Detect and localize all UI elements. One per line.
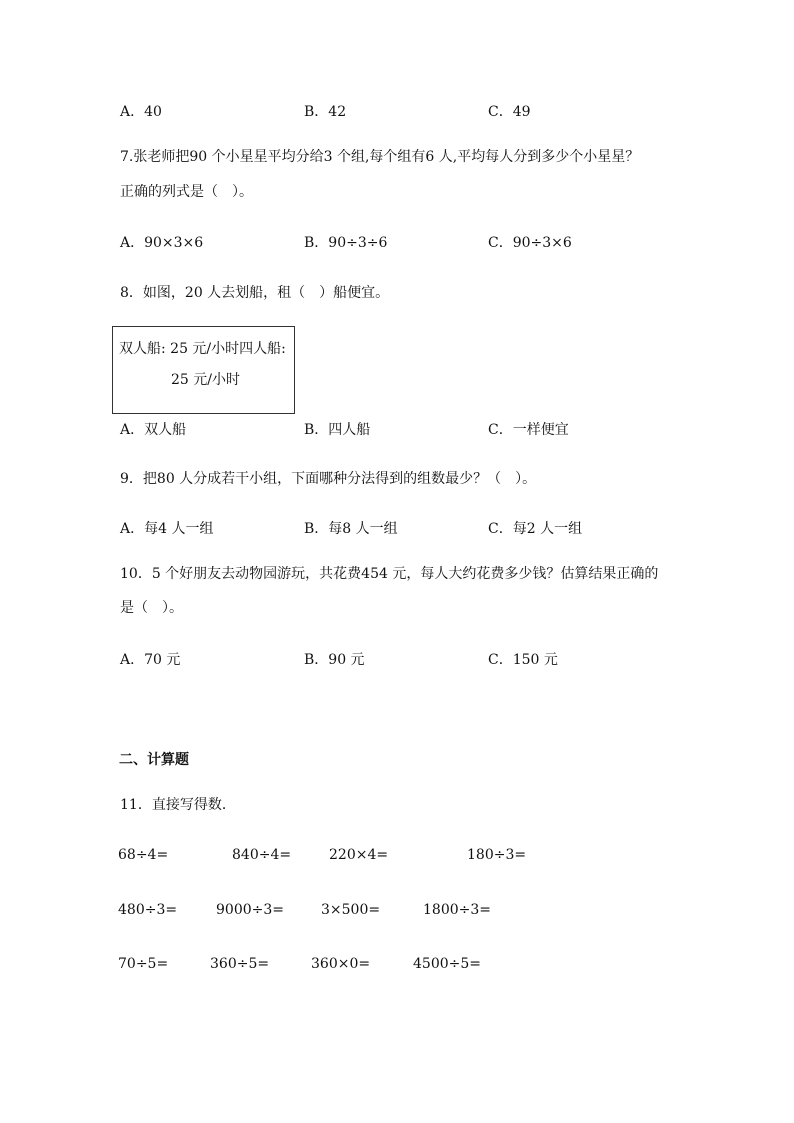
q9-option-c: C．每2 人一组 xyxy=(488,521,583,537)
calc-item: 4500÷5= xyxy=(413,956,481,972)
q11-title: 11．直接写得数． xyxy=(120,797,236,813)
calc-item: 220×4= xyxy=(329,847,389,863)
calc-item: 68÷4= xyxy=(118,847,169,863)
q7-question-line2: 正确的列式是（ ）。 xyxy=(120,184,253,200)
q10-question-line1: 10．5 个好朋友去动物园游玩，共花费454 元，每人大约花费多少钱？估算结果正确的 xyxy=(120,566,659,582)
q7-option-b: B．90÷3÷6 xyxy=(304,235,388,251)
calc-item: 480÷3= xyxy=(118,902,178,918)
calc-item: 9000÷3= xyxy=(216,902,284,918)
q10-option-b: B．90 元 xyxy=(304,652,365,668)
calc-item: 180÷3= xyxy=(467,847,527,863)
q7-option-c: C．90÷3×6 xyxy=(488,235,572,251)
q8-option-b: B．四人船 xyxy=(304,422,371,438)
q8-option-c: C．一样便宜 xyxy=(488,422,569,438)
q7-option-a: A．90×3×6 xyxy=(120,235,204,251)
q10-option-c: C．150 元 xyxy=(488,652,558,668)
q10-question-line2: 是（ ）。 xyxy=(120,600,183,616)
q6-option-c: C．49 xyxy=(488,104,531,120)
section-heading: 二、计算题 xyxy=(119,752,189,768)
q9-question: 9．把80 人分成若干小组，下面哪种分法得到的组数最少？（ ）。 xyxy=(120,471,537,487)
q6-option-b: B．42 xyxy=(304,104,347,120)
q10-option-a: A．70 元 xyxy=(120,652,181,668)
q9-option-b: B．每8 人一组 xyxy=(304,521,398,537)
q8-figure-line2: 25 元/小时 xyxy=(171,372,240,388)
calc-item: 1800÷3= xyxy=(423,902,491,918)
q8-question: 8．如图，20 人去划船，租（ ）船便宜。 xyxy=(120,285,390,301)
q7-question-line1: 7.张老师把90 个小星星平均分给3 个组,每个组有6 人,平均每人分到多少个小星星？ xyxy=(120,149,640,165)
q9-option-a: A．每4 人一组 xyxy=(120,521,214,537)
q6-option-a: A．40 xyxy=(120,104,162,120)
calc-item: 840÷4= xyxy=(232,847,292,863)
calc-item: 360×0= xyxy=(311,956,371,972)
q8-option-a: A．双人船 xyxy=(120,422,187,438)
q8-figure-line1: 双人船: 25 元/小时四人船: xyxy=(119,341,286,357)
calc-item: 3×500= xyxy=(321,902,381,918)
calc-item: 360÷5= xyxy=(210,956,270,972)
calc-item: 70÷5= xyxy=(118,956,169,972)
